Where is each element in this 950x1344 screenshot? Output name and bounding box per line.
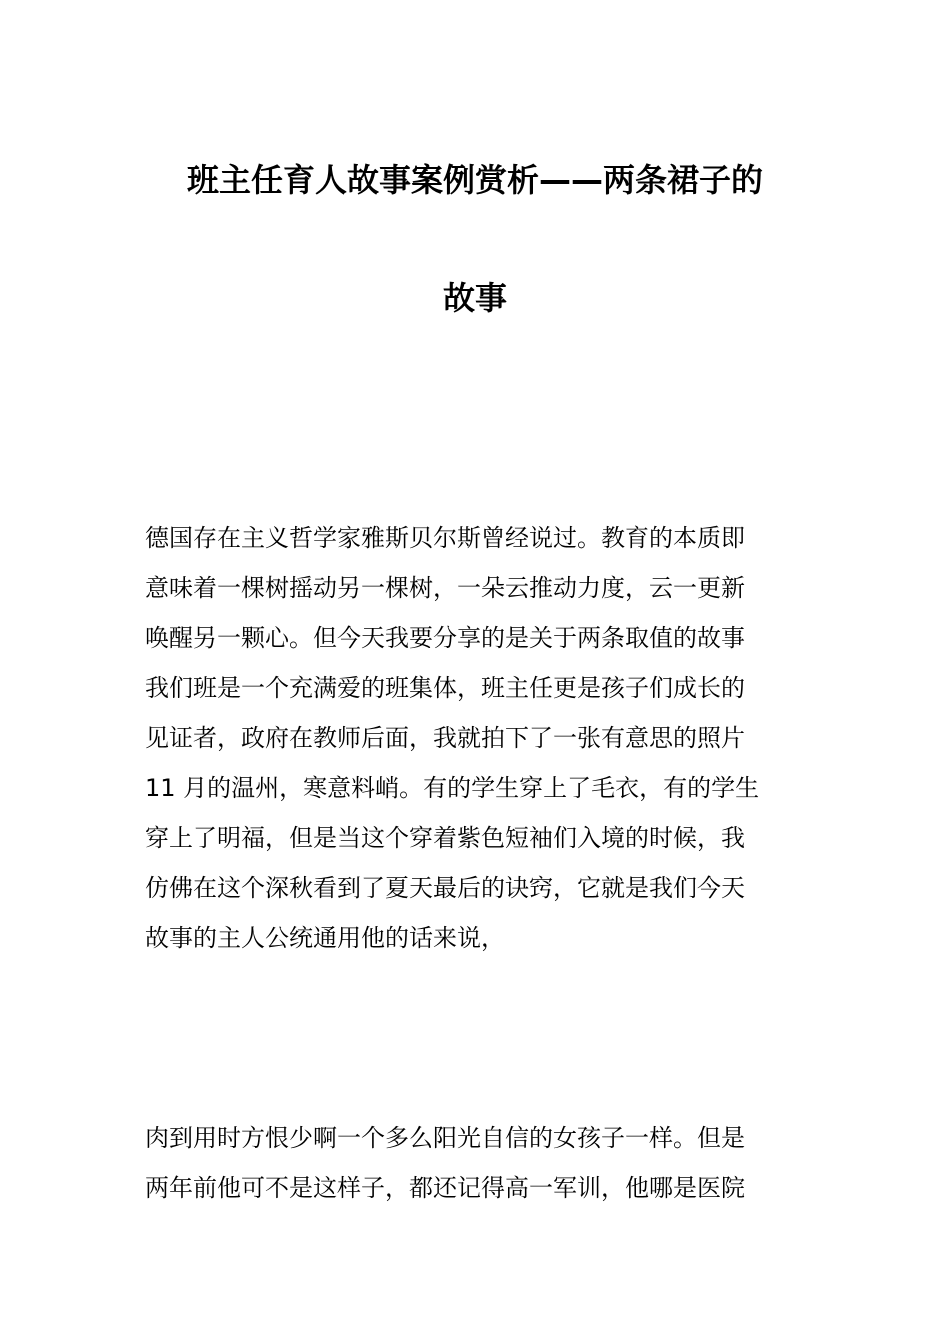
paragraph-1-line-3: 唤醒另一颗心。但今天我要分享的是关于两条取值的故事 [145, 624, 745, 652]
paragraph-1-line-8: 仿佛在这个深秋看到了夏天最后的诀窍，它就是我们今天 [145, 874, 745, 902]
paragraph-1-line-9: 故事的主人公统通用他的话来说， [145, 924, 505, 952]
paragraph-1-line-5: 见证者，政府在教师后面，我就拍下了一张有意思的照片 [145, 724, 745, 752]
paragraph-1-line-2: 意味着一棵树摇动另一棵树，一朵云推动力度，云一更新 [145, 574, 745, 602]
paragraph-1-line-6: 11 月的温州，寒意料峭。有的学生穿上了毛衣，有的学生 [145, 774, 760, 802]
paragraph-1-line-1: 德国存在主义哲学家雅斯贝尔斯曾经说过。教育的本质即 [145, 524, 745, 552]
paragraph-1-line-7: 穿上了明福，但是当这个穿着紫色短袖们入境的时候，我 [145, 824, 745, 852]
document-title-line-2: 故事 [442, 279, 507, 317]
paragraph-2-line-2: 两年前他可不是这样子，都还记得高一军训，他哪是医院 [145, 1174, 745, 1202]
paragraph-1-line-4: 我们班是一个充满爱的班集体，班主任更是孩子们成长的 [145, 674, 745, 702]
document-title-line-1: 班主任育人故事案例赏析——两条裙子的 [186, 161, 763, 199]
paragraph-2-line-1: 肉到用时方恨少啊一个多么阳光自信的女孩子一样。但是 [145, 1124, 745, 1152]
